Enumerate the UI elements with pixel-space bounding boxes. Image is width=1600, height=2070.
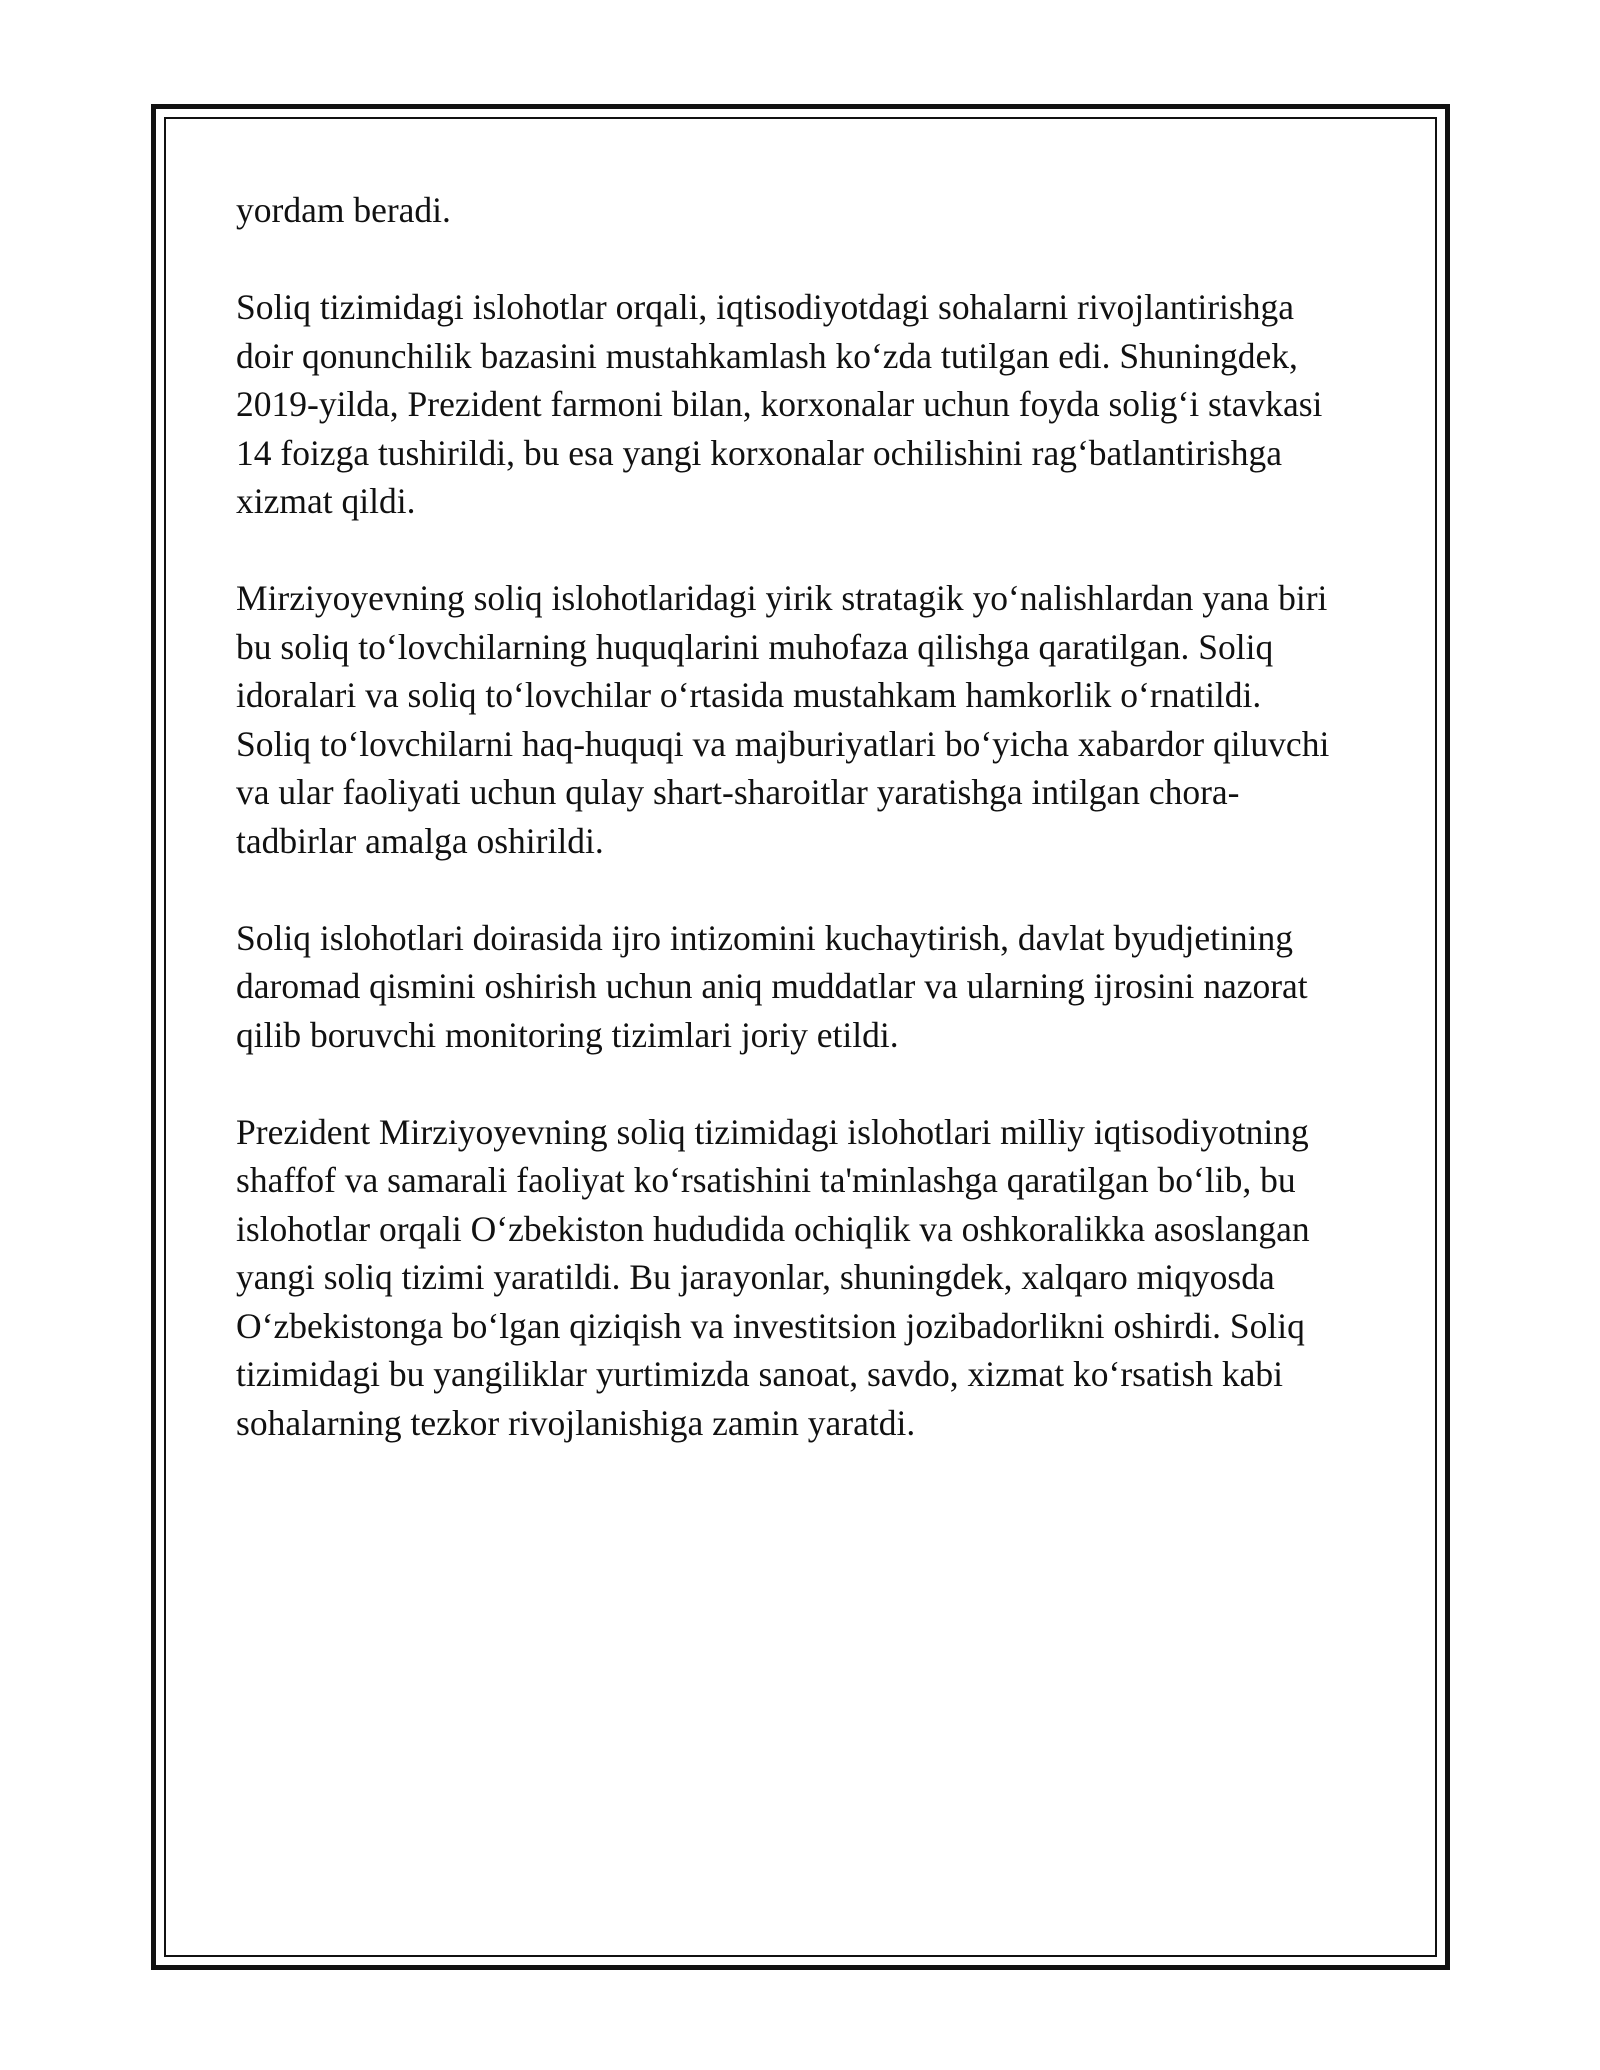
- paragraph-2: Soliq tizimidagi islohotlar orqali, iqtisodiyotdagi sohalarni rivojlantirishga doir qonunchilik bazasini mustahkamlash ko‘zda tutilgan edi. Shuningdek, 2019-yilda, Prezident farmoni bilan, korxonalar uchun foyda solig‘i stavkasi 14 foizga tushirildi, bu esa yangi korxonalar ochilishini rag‘batlantirishga xizmat qildi.: [236, 287, 1323, 521]
- paragraph-5: Prezident Mirziyoyevning soliq tizimidagi islohotlari milliy iqtisodiyotning shaffof va samarali faoliyat ko‘rsatishini ta'minlashga qaratilgan bo‘lib, bu islohotlar orqali O‘zbekiston hududida ochiqlik va oshkoralikka asoslangan yangi soliq tizimi yaratildi. Bu jarayonlar, shuningdek, xalqaro miqyosda O‘zbekistonga bo‘lgan qiziqish va investitsion jozibadorlikni oshirdi. Soliq tizimidagi bu yangiliklar yurtimizda sanoat, savdo, xizmat ko‘rsatish kabi sohalarning tezkor rivojlanishiga zamin yaratdi.: [236, 1111, 1310, 1443]
- paragraph-1: yordam beradi.: [236, 190, 451, 230]
- paragraph-4: Soliq islohotlari doirasida ijro intizomini kuchaytirish, davlat byudjetining daromad qismini oshirish uchun aniq muddatlar va ularning ijrosini nazorat qilib boruvchi monitoring tizimlari joriy etildi.: [236, 917, 1308, 1055]
- paragraph-3: Mirziyoyevning soliq islohotlaridagi yirik stratagik yo‘nalishlardan yana biri bu soliq to‘lovchilarning huquqlarini muhofaza qilishga qaratilgan. Soliq idoralari va soliq to‘lovchilar o‘rtasida mustahkam hamkorlik o‘rnatildi. Soliq to‘lovchilarni haq-huquqi va majburiyatlari bo‘yicha xabardor qiluvchi va ular faoliyati uchun qulay shart-sharoitlar yaratishga intilgan chora- tadbirlar amalga oshirildi.: [236, 578, 1330, 861]
- document-body: [236, 186, 1366, 1496]
